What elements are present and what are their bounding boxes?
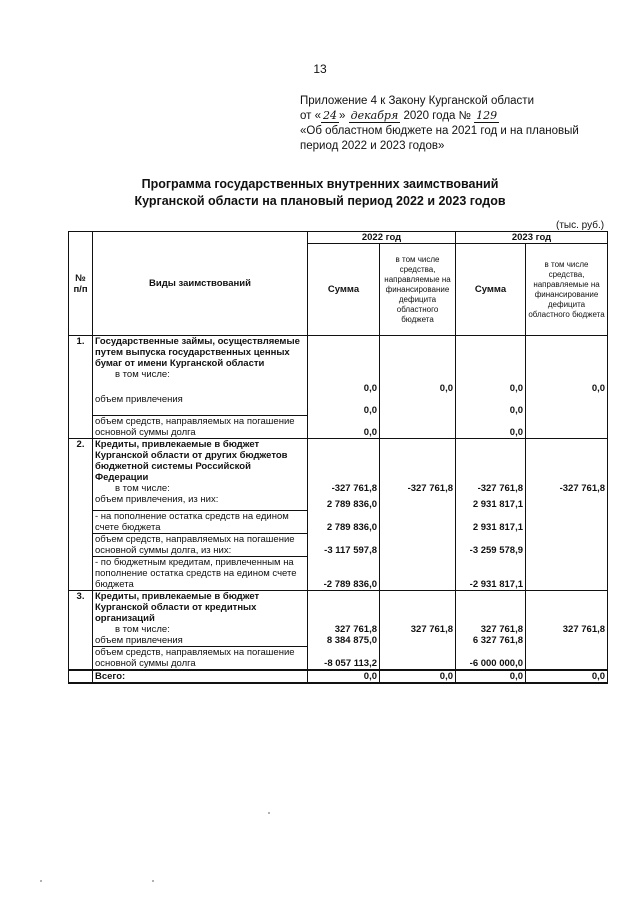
section-including: в том числе: bbox=[115, 369, 170, 380]
row-value bbox=[380, 646, 456, 670]
section-row bbox=[69, 336, 608, 394]
row-value: 8 384 875,0 bbox=[308, 635, 380, 647]
row-value: -8 057 113,2 bbox=[308, 646, 380, 670]
table-body bbox=[69, 336, 608, 683]
row-value: 2 789 836,0 bbox=[308, 510, 380, 533]
total-value: 0,0 bbox=[380, 670, 456, 683]
header-sum-2023: Сумма bbox=[456, 244, 526, 336]
row-label: объем привлечения bbox=[93, 635, 308, 647]
row-value: 0,0 bbox=[308, 394, 380, 416]
appendix-date-year: 2020 года № bbox=[400, 110, 475, 122]
row-number-cell bbox=[69, 510, 93, 533]
row-value: 2 789 836,0 bbox=[308, 494, 380, 510]
row-value bbox=[526, 394, 608, 416]
scan-speck bbox=[268, 812, 270, 814]
header-number: № п/п bbox=[69, 232, 93, 336]
section-title-cell bbox=[93, 439, 308, 495]
section-title: Государственные займы, осуществляемые путем выпуска государственных ценных бумаг от имени Курганской области bbox=[95, 336, 300, 369]
row-value bbox=[526, 533, 608, 556]
appendix-line-4: период 2022 и 2023 годов» bbox=[300, 140, 445, 152]
section-value: -327 761,8 bbox=[380, 439, 456, 495]
row-value bbox=[526, 494, 608, 510]
table-row bbox=[69, 510, 608, 533]
row-value: -2 931 817,1 bbox=[456, 556, 526, 590]
row-value bbox=[526, 510, 608, 533]
section-value: 0,0 bbox=[308, 336, 380, 394]
borrowings-table bbox=[68, 231, 608, 684]
section-number: 2. bbox=[69, 439, 93, 495]
section-value: -327 761,8 bbox=[526, 439, 608, 495]
handwritten-month: декабря bbox=[350, 109, 399, 122]
section-value: -327 761,8 bbox=[456, 439, 526, 495]
handwritten-day: 24 bbox=[323, 109, 338, 122]
title-line-1: Программа государственных внутренних заимствований bbox=[141, 177, 499, 191]
page-number: 13 bbox=[313, 62, 327, 76]
row-label: объем привлечения bbox=[93, 394, 308, 416]
row-label: объем средств, направляемых на погашение основной суммы долга bbox=[93, 646, 308, 670]
section-row bbox=[69, 439, 608, 495]
section-value: 0,0 bbox=[456, 336, 526, 394]
section-value: 327 761,8 bbox=[380, 590, 456, 635]
row-value: -3 259 578,9 bbox=[456, 533, 526, 556]
row-number-cell bbox=[69, 494, 93, 510]
table-row bbox=[69, 635, 608, 647]
appendix-date-mid: » bbox=[339, 110, 349, 122]
row-value bbox=[380, 635, 456, 647]
header-types: Виды заимствований bbox=[93, 232, 308, 336]
row-number-cell bbox=[69, 416, 93, 439]
row-value: 0,0 bbox=[308, 416, 380, 439]
total-value: 0,0 bbox=[526, 670, 608, 683]
total-number-cell bbox=[69, 670, 93, 683]
section-value: 0,0 bbox=[380, 336, 456, 394]
row-value bbox=[380, 494, 456, 510]
row-value: -2 789 836,0 bbox=[308, 556, 380, 590]
header-deficit-2022: в том числе средства, направляемые на финансирование дефицита областного бюджета bbox=[380, 244, 456, 336]
appendix-line-2 bbox=[300, 109, 630, 124]
row-value bbox=[380, 533, 456, 556]
header-sum-2022: Сумма bbox=[308, 244, 380, 336]
section-number: 1. bbox=[69, 336, 93, 394]
row-number-cell bbox=[69, 394, 93, 416]
row-value: -3 117 597,8 bbox=[308, 533, 380, 556]
section-title: Кредиты, привлекаемые в бюджет Курганской области от кредитных организаций bbox=[95, 590, 260, 624]
table-row bbox=[69, 416, 608, 439]
table-row bbox=[69, 646, 608, 670]
title-line-2: Курганской области на плановый период 2022 и 2023 годов bbox=[134, 194, 506, 208]
table-row bbox=[69, 494, 608, 510]
row-value bbox=[526, 556, 608, 590]
row-value bbox=[526, 646, 608, 670]
total-label: Всего: bbox=[93, 670, 308, 683]
row-number-cell bbox=[69, 533, 93, 556]
row-label: объем привлечения, из них: bbox=[93, 494, 308, 510]
table-row bbox=[69, 556, 608, 590]
row-number-cell bbox=[69, 646, 93, 670]
section-row bbox=[69, 590, 608, 635]
row-label: объем средств, направляемых на погашение основной суммы долга, из них: bbox=[93, 533, 308, 556]
appendix-date-prefix: от « bbox=[300, 110, 322, 122]
section-value: 327 761,8 bbox=[456, 590, 526, 635]
row-number-cell bbox=[69, 556, 93, 590]
row-value: 2 931 817,1 bbox=[456, 510, 526, 533]
row-value: 6 327 761,8 bbox=[456, 635, 526, 647]
appendix-header bbox=[300, 94, 630, 154]
row-value bbox=[526, 635, 608, 647]
row-label: - на пополнение остатка средств на едином счете бюджета bbox=[93, 510, 308, 533]
row-value bbox=[380, 416, 456, 439]
section-title: Кредиты, привлекаемые в бюджет Курганской области от других бюджетов бюджетной системы Российской Федерации bbox=[95, 439, 288, 483]
total-value: 0,0 bbox=[456, 670, 526, 683]
section-title-cell bbox=[93, 590, 308, 635]
row-label: объем средств, направляемых на погашение основной суммы долга bbox=[93, 416, 308, 439]
section-value: 0,0 bbox=[526, 336, 608, 394]
units-label: (тыс. руб.) bbox=[556, 220, 605, 231]
appendix-line-1: Приложение 4 к Закону Курганской области bbox=[300, 95, 534, 107]
appendix-line-3: «Об областном бюджете на 2021 год и на плановый bbox=[300, 125, 579, 137]
row-value bbox=[526, 416, 608, 439]
row-value bbox=[380, 394, 456, 416]
row-value: 0,0 bbox=[456, 416, 526, 439]
section-including: в том числе: bbox=[115, 623, 170, 635]
section-value: -327 761,8 bbox=[308, 439, 380, 495]
row-value bbox=[380, 510, 456, 533]
table-row bbox=[69, 533, 608, 556]
header-year-2022: 2022 год bbox=[308, 232, 456, 244]
header-deficit-2023: в том числе средства, направляемые на финансирование дефицита областного бюджета bbox=[526, 244, 608, 336]
handwritten-number: 129 bbox=[476, 109, 498, 122]
header-year-2023: 2023 год bbox=[456, 232, 608, 244]
scan-speck bbox=[40, 880, 42, 882]
scan-speck bbox=[152, 880, 154, 882]
row-number-cell bbox=[69, 635, 93, 647]
table-row bbox=[69, 394, 608, 416]
document-title bbox=[0, 176, 640, 210]
row-value: 2 931 817,1 bbox=[456, 494, 526, 510]
row-label: - по бюджетным кредитам, привлеченным на пополнение остатка средств на едином счете бюджета bbox=[93, 556, 308, 590]
section-number: 3. bbox=[69, 590, 93, 635]
section-value: 327 761,8 bbox=[526, 590, 608, 635]
row-value: 0,0 bbox=[456, 394, 526, 416]
section-value: 327 761,8 bbox=[308, 590, 380, 635]
total-row bbox=[69, 670, 608, 683]
total-value: 0,0 bbox=[308, 670, 380, 683]
section-including: в том числе: bbox=[115, 483, 170, 494]
row-value bbox=[380, 556, 456, 590]
section-title-cell bbox=[93, 336, 308, 394]
row-value: -6 000 000,0 bbox=[456, 646, 526, 670]
